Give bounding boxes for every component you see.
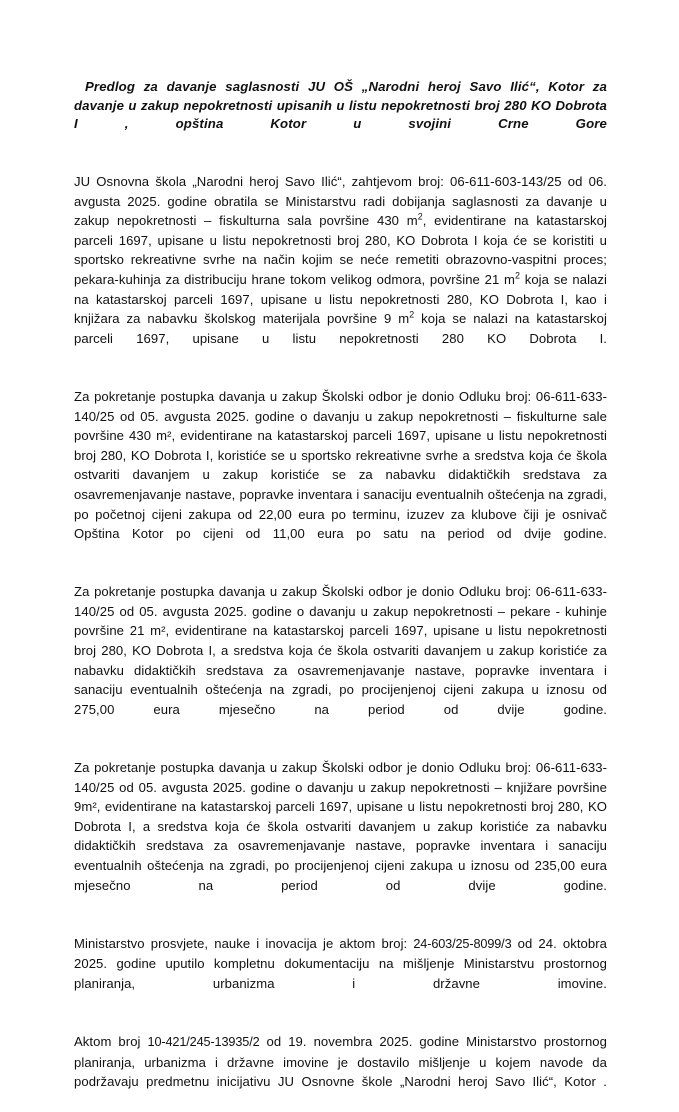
text-run: od 19. novembra 2025. godine Ministarstvo prostornog planiranja, urbanizma i državne imovine je dostavilo mišljenje u kojem navode da podržavaju predmetnu inicijativu JU Osnovne škole „Narodni heroj Savo Ilić“, Kotor . — [74, 1034, 607, 1090]
text-run: koja se nalazi na katastarskoj parceli 1697, upisane u listu nepokretnosti 280, KO Dobrota I, kao i knjižara za nabavku školskog materijala površine 9 m — [74, 271, 607, 327]
superscript-square-metre: 2 — [515, 270, 521, 281]
paragraph-spacer — [74, 915, 607, 934]
paragraph-bookstore-decision — [74, 758, 607, 915]
reference-number: 10-421/245-13935/2 — [147, 1035, 260, 1050]
text-run: od 24. oktobra 2025. godine uputilo kompletnu dokumentaciju na mišljenje Ministarstvu prostornog planiranja, urbanizma i državne imovine. — [74, 935, 607, 991]
text-run: , evidentirane na katastarskoj parceli 1697, upisane u listu nepokretnosti broj 280, KO Dobrota I koja će se koristiti u sportsko rekreativne svrhe na način kojim se neće remetiti obrazovno-vaspitni proces; pekara-kuhinja za distribuciju hrane tokom velikog odmora, površine 21 m — [74, 213, 607, 287]
text-run: Aktom broj — [74, 1034, 148, 1050]
text-run: Ministarstvo prosvjete, nauke i inovacija je aktom broj: — [74, 935, 414, 951]
text-run: Za pokretanje postupka davanja u zakup Školski odbor je donio Odluku broj: 06-611-633-140/25 od 05. avgusta 2025. godine o davanju u zakup nepokretnosti – knjižare površine 9m², evidentirane na katastarskoj parceli 1697, upisane u listu nepokretnosti broj 280, KO Dobrota I, a sredstva koja će škola ostvariti davanjem u zakup koristiće za nabavku didaktičkih sredstava za osavremenjavanje nastave, popravke inventara i sanaciju eventualnih oštećenja na zgradi, po procijenjenoj cijeni zakupa u iznosu od 235,00 eura mjesečno na period od dvije godine. — [74, 760, 607, 893]
text-run: Za pokretanje postupka davanja u zakup Školski odbor je donio Odluku broj: 06-611-633-140/25 od 05. avgusta 2025. godine o davanju u zakup nepokretnosti – pekare - kuhinje površine 21 m², evidentirane na katastarskoj parceli 1697, upisane u listu nepokretnosti broj 280, KO Dobrota I, a sredstva koja će škola ostvariti davanjem u zakup koristiće za nabavku didaktičkih sredstava za osavremenjavanje nastave, popravke inventara i sanaciju eventualnih oštećenja na zgradi, po procijenjenoj cijeni zakupa u iznosu od 275,00 eura mjesečno na period od dvije godine. — [74, 584, 607, 717]
paragraph-ministry-education — [74, 934, 607, 1013]
paragraph-spacer — [74, 563, 607, 582]
text-run: Za pokretanje postupka davanja u zakup Školski odbor je donio Odluku broj: 06-611-633-140/25 od 05. avgusta 2025. godine o davanju u zakup nepokretnosti – fiskulturne sale površine 430 m², evidentirane na katastarskoj parceli 1697, upisane u listu nepokretnosti broj 280, KO Dobrota I, koristiće se u sportsko rekreativne svrhe a sredstva koja će škola ostvariti davanjem u zakup koristiće se za nabavku didaktičkih sredstava za osavremenjavanje nastave, popravke inventara i sanaciju eventualnih oštećenja na zgradi, po početnoj cijeni zakupa od 22,00 eura po terminu, izuzev za klubove čiji je osnivač Opština Kotor po cijeni od 11,00 eura po satu na period od dvije godine. — [74, 388, 607, 542]
paragraph-spacer — [74, 1013, 607, 1032]
paragraph-gym-hall-decision — [74, 387, 607, 563]
paragraph-request — [74, 172, 607, 368]
title-spacer — [74, 152, 607, 172]
paragraph-ministry-spatial-planning — [74, 1032, 607, 1111]
text-run: JU Osnovna škola „Narodni heroj Savo Ilić“, zahtjevom broj: 06-611-603-143/25 od 06. avgusta 2025. godine obratila se Ministarstvu radi dobijanja saglasnosti za davanje u zakup nepokretnosti – fiskulturna sala površine 430 m — [74, 174, 607, 229]
page-title: Predlog za davanje saglasnosti JU OŠ „Narodni heroj Savo Ilić“, Kotor za davanje u zakup nepokretnosti upisanih u listu nepokretnosti broj 280 KO Dobrota I , opština Kotor u svojini Crne Gore — [74, 79, 607, 131]
superscript-square-metre: 2 — [417, 211, 423, 222]
paragraph-spacer — [74, 739, 607, 758]
paragraph-spacer — [74, 368, 607, 387]
superscript-square-metre: 2 — [409, 309, 415, 320]
reference-number: 24-603/25-8099/3 — [413, 936, 512, 951]
document-text-column — [74, 78, 607, 1112]
text-run: koja se nalazi na katastarskoj parceli 1697, upisane u listu nepokretnosti 280 KO Dobrota I. — [74, 311, 607, 346]
paragraph-bakery-kitchen-decision — [74, 582, 607, 739]
